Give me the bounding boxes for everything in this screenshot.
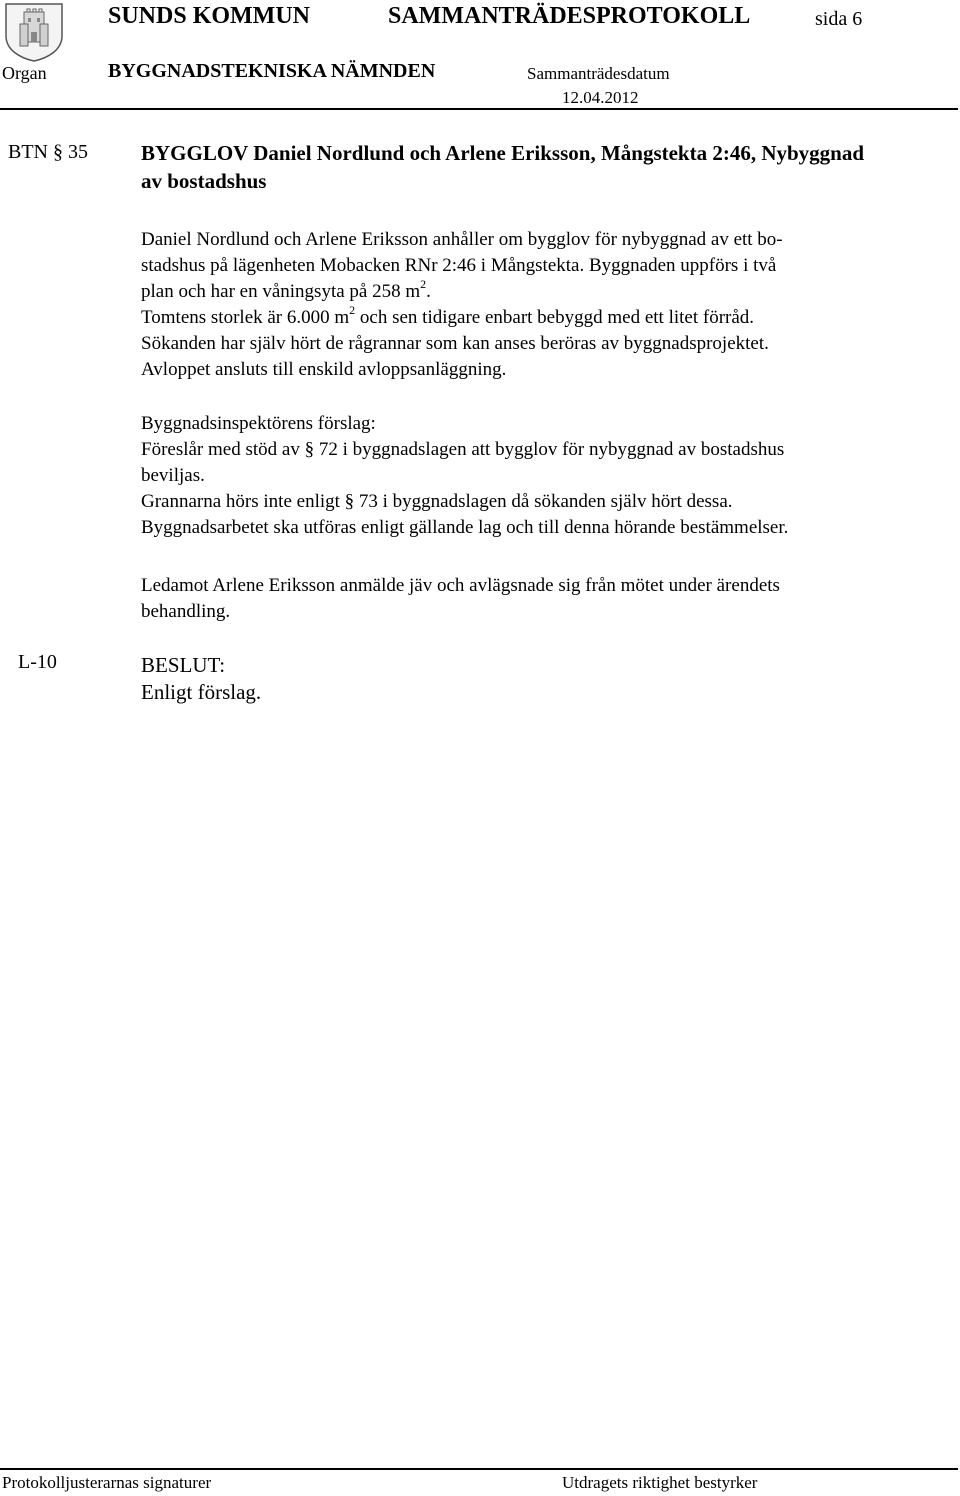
- page-number: sida 6: [815, 8, 863, 30]
- footer-signatures-label: Protokolljusterarnas signaturer: [2, 1473, 212, 1492]
- paragraph-line: stadshus på lägenheten Mobacken RNr 2:46 i Mångstekta. Byggnaden uppförs i två: [141, 255, 777, 276]
- item-title-line-2: av bostadshus: [141, 169, 267, 193]
- superscript: 2: [349, 303, 356, 317]
- paragraph-line: behandling.: [141, 601, 231, 622]
- paragraph-line: [141, 305, 956, 331]
- item-reference: BTN § 35: [8, 141, 88, 163]
- footer-certification-label: Utdragets riktighet bestyrker: [562, 1473, 758, 1492]
- paragraph-line: Byggnadsarbetet ska utföras enligt gällande lag och till denna hörande bestämmelser.: [141, 517, 789, 538]
- proposal-heading: Byggnadsinspektörens förslag:: [141, 413, 376, 434]
- meeting-date-label: Sammanträdesdatum: [527, 64, 670, 83]
- municipal-coat-of-arms-icon: [2, 2, 66, 62]
- paragraph-line: Föreslår med stöd av § 72 i byggnadslagen att bygglov för nybyggnad av bostadshus: [141, 439, 785, 460]
- plot-size-text: Tomtens storlek är 6.000 m: [141, 307, 350, 328]
- floor-area-text: plan och har en våningsyta på 258 m: [141, 281, 421, 302]
- application-paragraph: [141, 227, 956, 383]
- paragraph-line: Avloppet ansluts till enskild avloppsanläggning.: [141, 359, 507, 380]
- organ-name: BYGGNADSTEKNISKA NÄMNDEN: [108, 60, 436, 82]
- paragraph-line: [141, 279, 956, 305]
- floor-area-suffix: .: [426, 281, 431, 302]
- paragraph-line: beviljas.: [141, 465, 205, 486]
- superscript: 2: [420, 277, 427, 291]
- plot-size-suffix: och sen tidigare enbart bebyggd med ett litet förråd.: [355, 307, 755, 328]
- paragraph-line: Grannarna hörs inte enligt § 73 i byggnadslagen då sökanden själv hört dessa.: [141, 491, 733, 512]
- paragraph-line: Ledamot Arlene Eriksson anmälde jäv och avlägsnade sig från mötet under ärendets: [141, 575, 780, 596]
- item-title-line-1: BYGGLOV Daniel Nordlund och Arlene Eriksson, Mångstekta 2:46, Nybyggnad: [141, 141, 865, 165]
- decision-block: [141, 652, 261, 706]
- paragraph-line: Daniel Nordlund och Arlene Eriksson anhåller om bygglov för nybyggnad av ett bo-: [141, 229, 783, 250]
- meeting-date: 12.04.2012: [562, 88, 639, 107]
- decision-label: BESLUT:: [141, 653, 226, 677]
- header-divider: [0, 108, 958, 110]
- footer-divider: [0, 1468, 958, 1470]
- document-type: SAMMANTRÄDESPROTOKOLL: [388, 3, 751, 29]
- decision-reference: L-10: [18, 651, 57, 673]
- item-title: [141, 139, 956, 195]
- organ-label: Organ: [2, 63, 47, 83]
- conflict-of-interest-paragraph: [141, 573, 956, 625]
- inspector-proposal-paragraph: [141, 411, 956, 541]
- municipality-name: SUNDS KOMMUN: [108, 3, 310, 29]
- paragraph-line: Sökanden har själv hört de rågrannar som kan anses beröras av byggnadsprojektet.: [141, 333, 769, 354]
- decision-text: Enligt förslag.: [141, 680, 262, 704]
